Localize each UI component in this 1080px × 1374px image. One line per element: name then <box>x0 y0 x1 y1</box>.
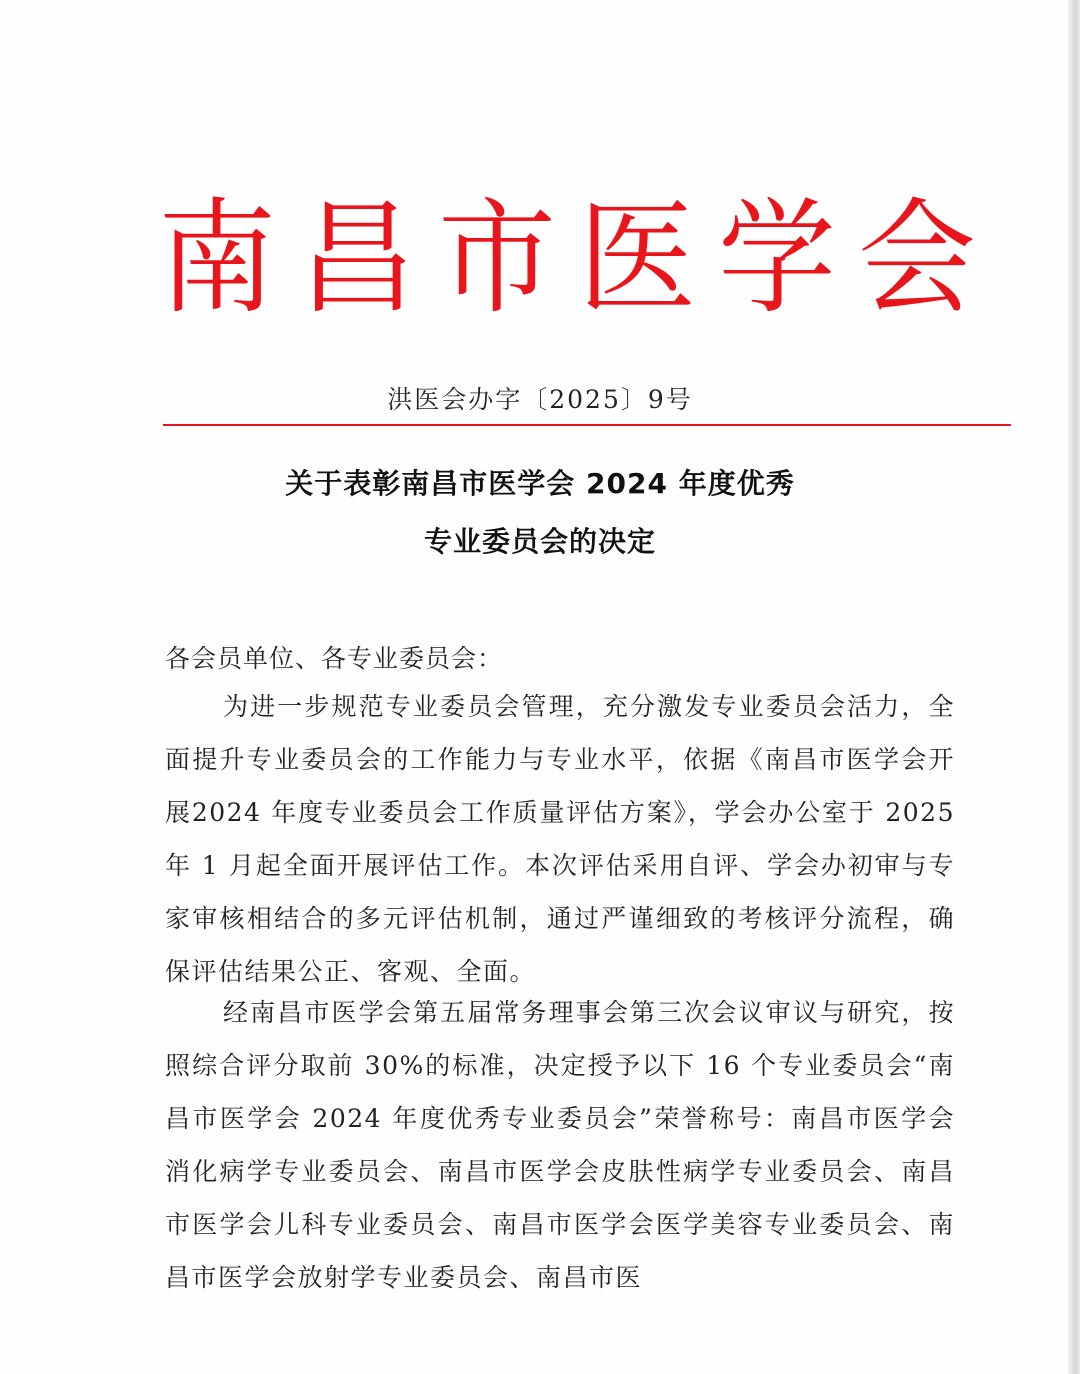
red-divider-line <box>163 424 1011 426</box>
body-paragraph-2: 经南昌市医学会第五届常务理事会第三次会议审议与研究，按照综合评分取前 30%的标准，决定授予以下 16 个专业委员会“南昌市医学会 2024 年度优秀专业委员会”荣誉称号：南昌市医学会消化病学专业委员会、南昌市医学会皮肤性病学专业委员会、南昌市医学会儿科专业委员会、南昌市医学会医学美容专业委员会、南昌市医学会放射学专业委员会、南昌市医 <box>165 998 955 1292</box>
org-name-header: 南昌市医学会 <box>158 185 999 331</box>
page-edge-shadow <box>1068 0 1080 1374</box>
document-title-line-1: 关于表彰南昌市医学会 2024 年度优秀 <box>285 467 795 500</box>
salutation: 各会员单位、各专业委员会： <box>165 644 504 673</box>
document-title-line-2: 专业委员会的决定 <box>423 525 656 558</box>
body-paragraph-1: 为进一步规范专业委员会管理，充分激发专业委员会活力，全面提升专业委员会的工作能力与专业水平，依据《南昌市医学会开展2024 年度专业委员会工作质量评估方案》，学会办公室于 2025 年 1 月起全面开展评估工作。本次评估采用自评、学会办初审与专家审核相结合的多元评估机制，通过严谨细致的考核评分流程，确保评估结果公正、客观、全面。 <box>165 692 955 986</box>
document-number: 洪医会办字〔2025〕9号 <box>387 385 693 414</box>
